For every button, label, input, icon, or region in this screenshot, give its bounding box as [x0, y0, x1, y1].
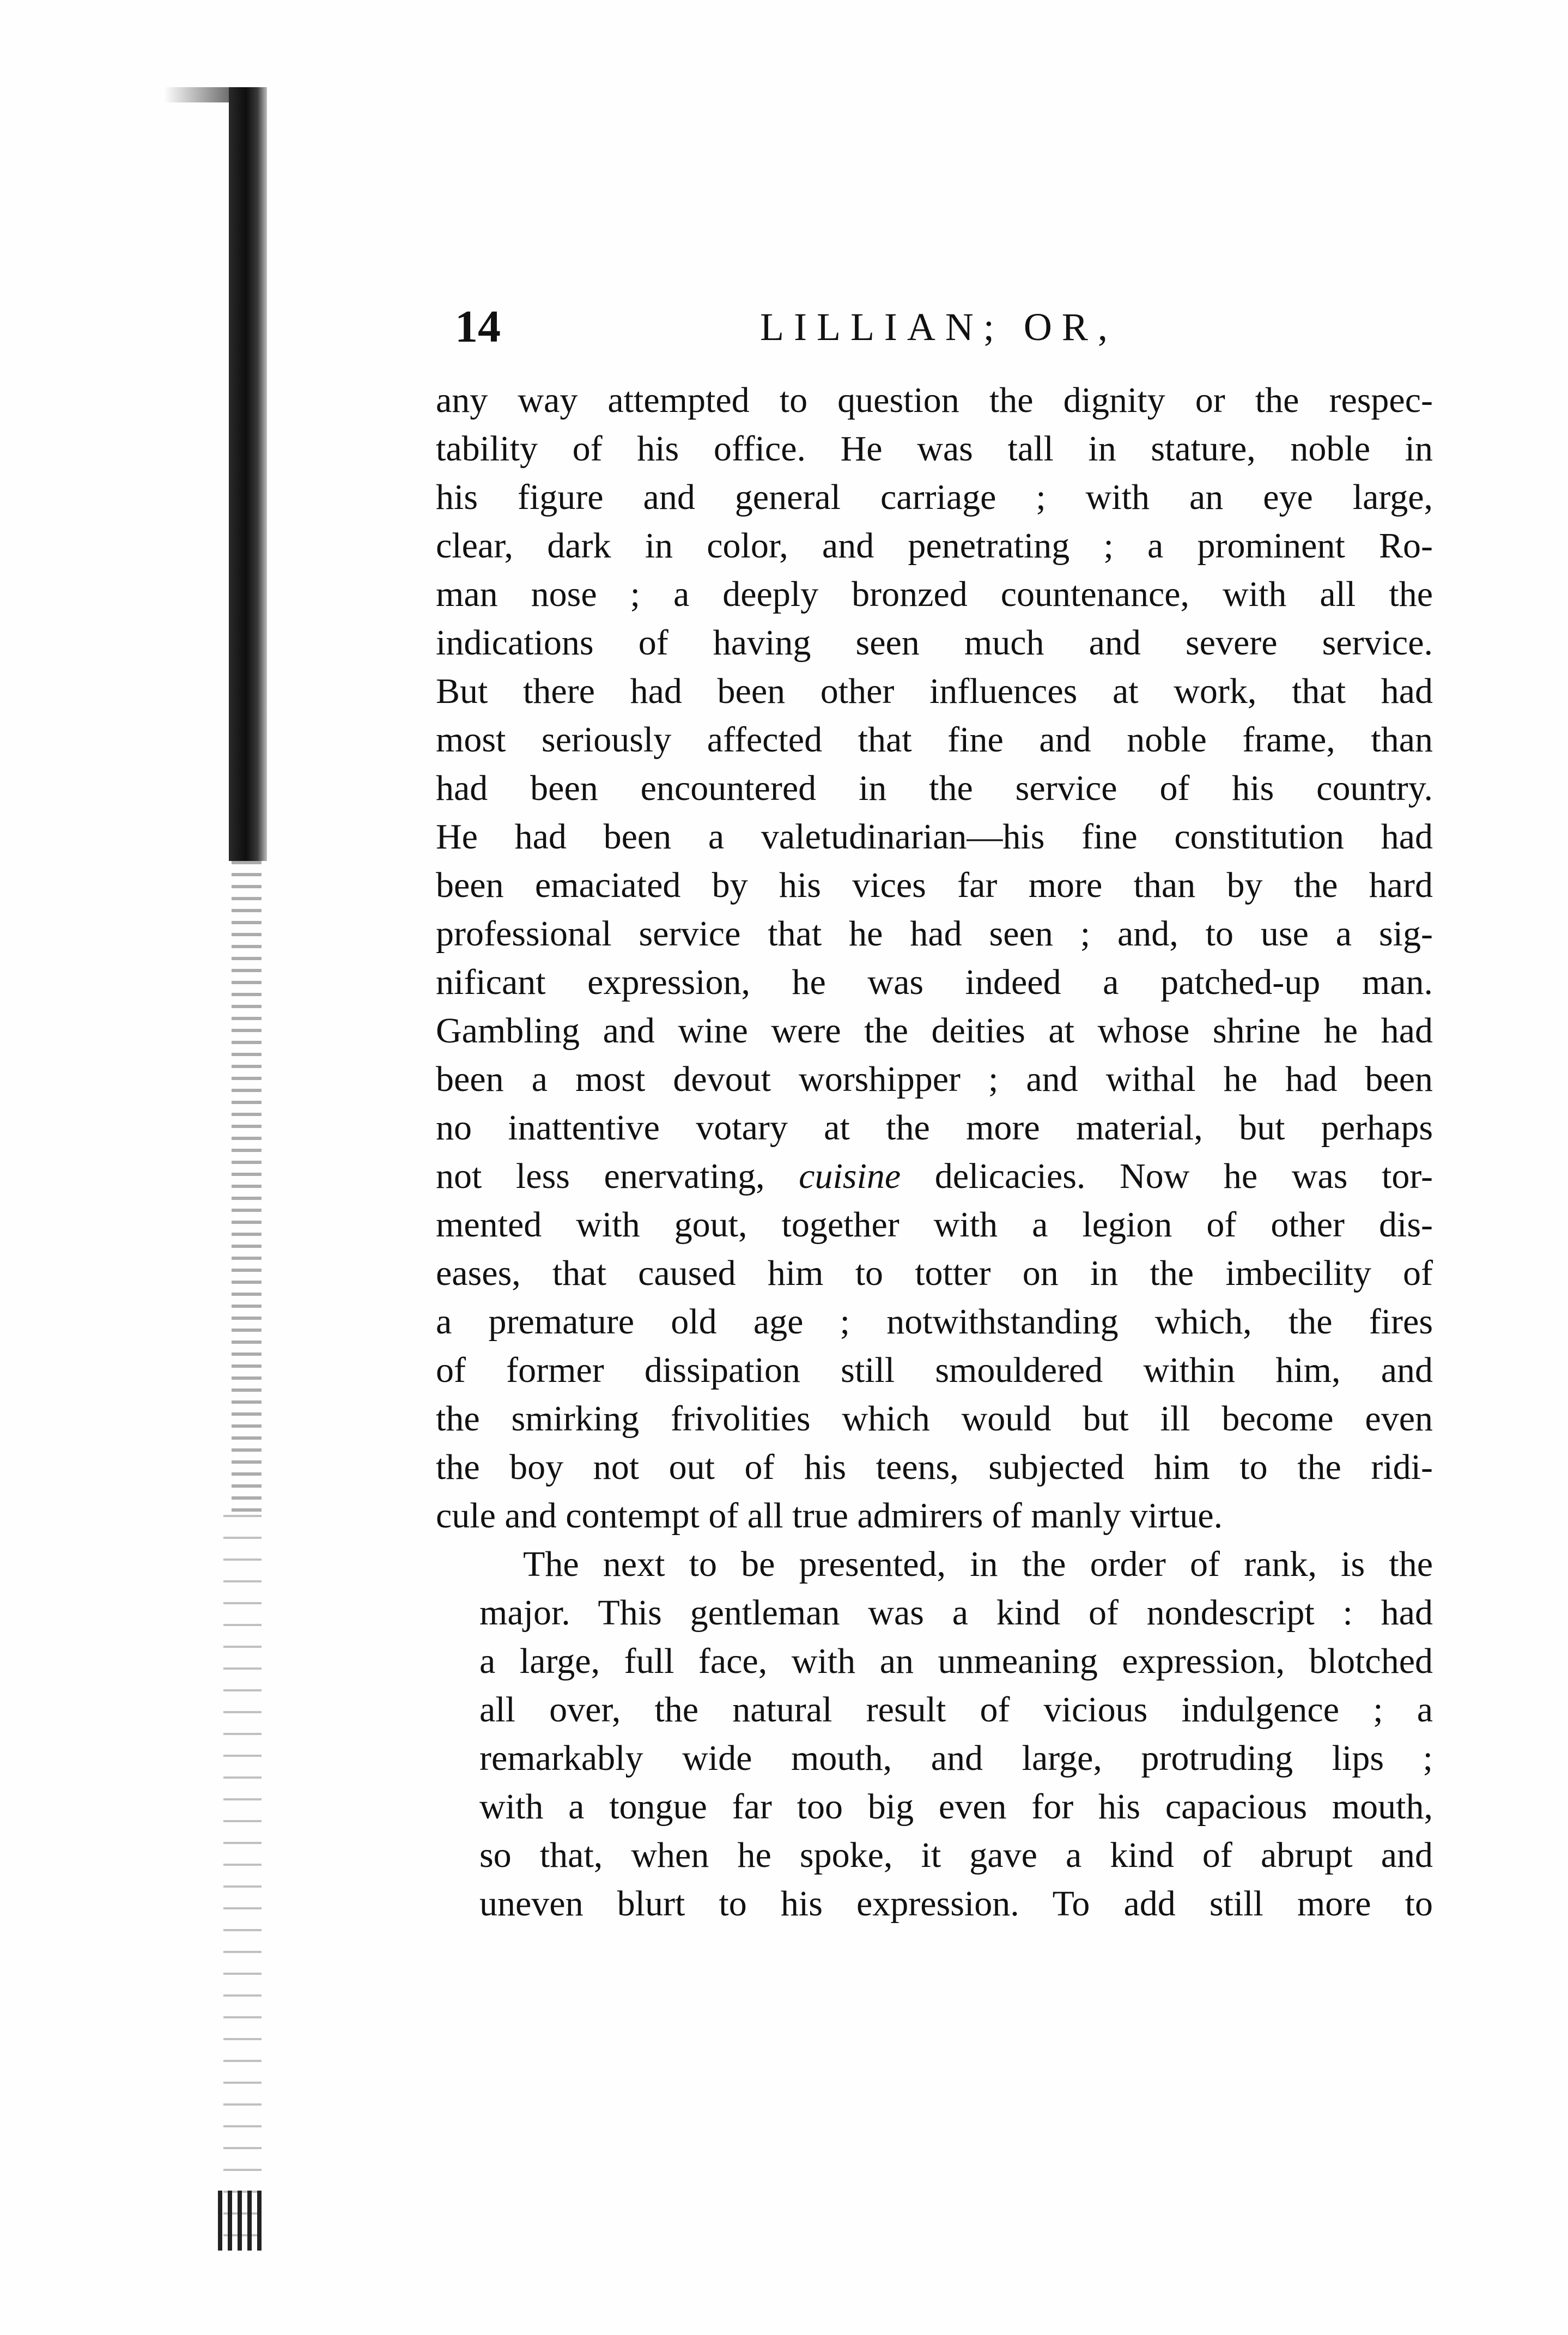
text-line: all over, the natural result of vicious indulgence ; a — [479, 1690, 1433, 1730]
text-line: But there had been other influences at work, that had — [436, 671, 1433, 711]
text-line: had been encountered in the service of his country. — [436, 768, 1433, 808]
text-line: Gambling and wine were the deities at whose shrine he had — [436, 1011, 1433, 1051]
text-line: man nose ; a deeply bronzed countenance, with all the — [436, 574, 1433, 614]
text-line: any way attempted to question the dignity or the respec- — [436, 380, 1433, 420]
running-head: LILLIAN; OR, — [760, 305, 1117, 349]
page-number: 14 — [455, 301, 501, 352]
text-line: clear, dark in color, and penetrating ; a prominent Ro- — [436, 526, 1433, 566]
text-line: The next to be presented, in the order of rank, is the — [523, 1544, 1433, 1584]
text-line-with-italic — [436, 1152, 1433, 1200]
text-line: so that, when he spoke, it gave a kind of abrupt and — [479, 1835, 1433, 1875]
text-line: with a tongue far too big even for his capacious mouth, — [479, 1787, 1433, 1827]
text-line: major. This gentleman was a kind of nondescript : had — [479, 1593, 1433, 1633]
text-line: cule and contempt of all true admirers of manly virtue. — [436, 1496, 1223, 1536]
text-line: He had been a valetudinarian—his fine constitution had — [436, 817, 1433, 857]
text-line: his figure and general carriage ; with an eye large, — [436, 477, 1433, 517]
text-line: a premature old age ; notwithstanding which, the fires — [436, 1302, 1433, 1342]
text-line: most seriously affected that fine and noble frame, than — [436, 720, 1433, 760]
gutter-fade — [232, 861, 262, 1515]
text-line: professional service that he had seen ; and, to use a sig- — [436, 914, 1433, 954]
text-segment: not less enervating, — [436, 1156, 765, 1196]
body-text — [436, 376, 1433, 1928]
text-line: indications of having seen much and severe service. — [436, 623, 1433, 663]
text-line: the smirking frivolities which would but ill become even — [436, 1399, 1433, 1439]
text-line: mented with gout, together with a legion of other dis- — [436, 1205, 1433, 1245]
gutter-specks — [223, 1515, 262, 2245]
binding-gutter-shadow — [163, 87, 278, 2251]
page-header — [455, 297, 1414, 357]
paragraph-2 — [436, 1540, 1433, 1928]
text-line: been a most devout worshipper ; and withal he had been — [436, 1059, 1433, 1099]
paragraph-1 — [436, 376, 1433, 1540]
text-line: of former dissipation still smouldered within him, and — [436, 1350, 1433, 1390]
text-line: remarkably wide mouth, and large, protruding lips ; — [479, 1738, 1433, 1778]
text-line: no inattentive votary at the more material, but perhaps — [436, 1108, 1433, 1148]
text-line: a large, full face, with an unmeaning expression, blotched — [479, 1641, 1433, 1681]
text-line: eases, that caused him to totter on in the imbecility of — [436, 1253, 1433, 1293]
text-line: tability of his office. He was tall in stature, noble in — [436, 429, 1433, 469]
text-line: been emaciated by his vices far more than by the hard — [436, 865, 1433, 905]
gutter-dark-band — [229, 87, 267, 861]
text-segment: delicacies. Now he was tor- — [934, 1156, 1433, 1196]
italic-word: cuisine — [799, 1156, 901, 1196]
text-line: uneven blurt to his expression. To add still more to — [479, 1884, 1433, 1924]
text-line: nificant expression, he was indeed a patched-up man. — [436, 962, 1433, 1002]
text-line: the boy not out of his teens, subjected him to the ridi- — [436, 1447, 1433, 1487]
gutter-foot — [218, 2191, 267, 2251]
